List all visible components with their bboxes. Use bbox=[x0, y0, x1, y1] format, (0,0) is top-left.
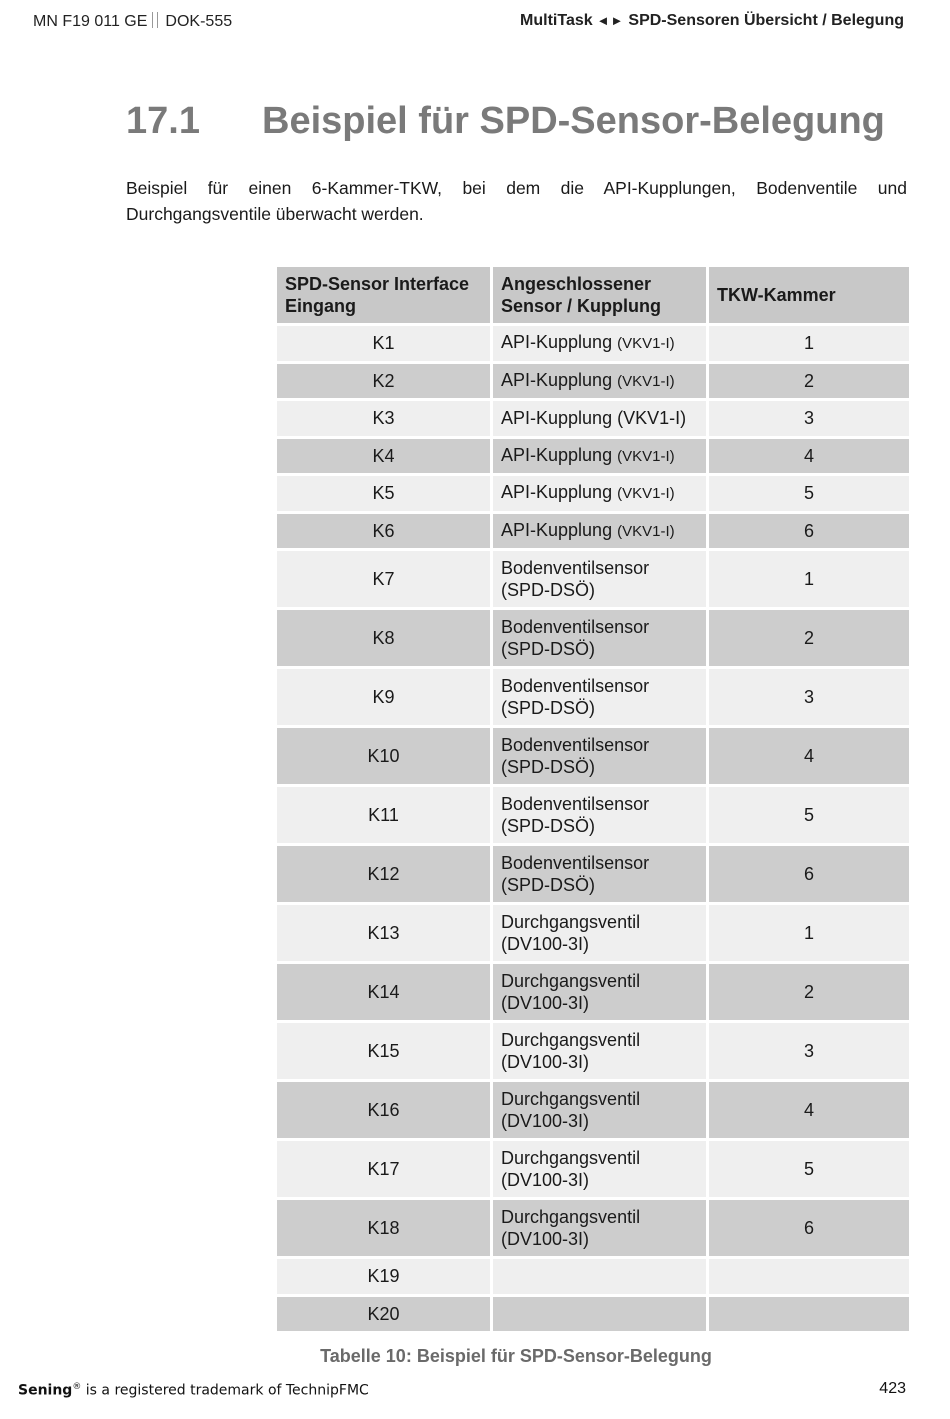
cell-input: K14 bbox=[277, 964, 490, 1020]
header-doc-code: MN F19 011 GE bbox=[33, 13, 148, 30]
table-row bbox=[277, 846, 909, 902]
sensor-detail: (VKV1-I) bbox=[617, 485, 675, 503]
cell-chamber: 4 bbox=[709, 1082, 909, 1138]
column-header-input-line2: Eingang bbox=[285, 296, 356, 316]
header-doc-id bbox=[33, 12, 232, 31]
table-row bbox=[277, 1200, 909, 1256]
cell-chamber: 6 bbox=[709, 1200, 909, 1256]
section-title: Beispiel für SPD-Sensor-Belegung bbox=[262, 100, 885, 142]
sensor-name: Durchgangsventil bbox=[501, 1207, 641, 1227]
cell-sensor bbox=[493, 669, 706, 725]
cell-sensor bbox=[493, 964, 706, 1020]
sensor-name: Durchgangsventil bbox=[501, 912, 641, 932]
cell-sensor bbox=[493, 1023, 706, 1079]
table-row bbox=[277, 514, 909, 549]
cell-sensor bbox=[493, 846, 706, 902]
column-header-chamber: TKW-Kammer bbox=[709, 267, 909, 323]
footer-brand: Sening bbox=[18, 1382, 73, 1399]
cell-sensor bbox=[493, 1297, 706, 1332]
table-header-row bbox=[277, 267, 909, 323]
column-header-sensor bbox=[493, 267, 706, 323]
sensor-detail: (SPD-DSÖ) bbox=[501, 639, 595, 659]
sensor-detail: (VKV1-I) bbox=[617, 447, 675, 465]
section-number: 17.1 bbox=[126, 100, 200, 142]
cell-input: K8 bbox=[277, 610, 490, 666]
cell-sensor bbox=[493, 514, 706, 549]
sensor-name: Durchgangsventil bbox=[501, 1030, 641, 1050]
cell-sensor bbox=[493, 326, 706, 361]
sensor-detail: (VKV1-I) bbox=[617, 372, 675, 390]
cell-input: K12 bbox=[277, 846, 490, 902]
table-row bbox=[277, 610, 909, 666]
cell-input: K6 bbox=[277, 514, 490, 549]
cell-chamber: 3 bbox=[709, 669, 909, 725]
cell-sensor bbox=[493, 551, 706, 607]
sensor-detail: (VKV1-I) bbox=[617, 408, 687, 429]
column-header-input-line1: SPD-Sensor Interface bbox=[285, 274, 470, 294]
column-header-input bbox=[277, 267, 490, 323]
table-row bbox=[277, 439, 909, 474]
table-row bbox=[277, 1297, 909, 1332]
sensor-detail: (VKV1-I) bbox=[617, 335, 675, 353]
table-row bbox=[277, 364, 909, 399]
footer-trademark-text: is a registered trademark of TechnipFMC bbox=[81, 1382, 369, 1399]
table-row bbox=[277, 1023, 909, 1079]
sensor-detail: (SPD-DSÖ) bbox=[501, 816, 595, 836]
sensor-name: API-Kupplung bbox=[501, 408, 613, 429]
page-number: 423 bbox=[879, 1380, 906, 1397]
cell-chamber: 2 bbox=[709, 964, 909, 1020]
section-heading bbox=[126, 100, 885, 143]
table-row bbox=[277, 1259, 909, 1294]
cell-input: K20 bbox=[277, 1297, 490, 1332]
cell-input: K17 bbox=[277, 1141, 490, 1197]
cell-input: K16 bbox=[277, 1082, 490, 1138]
cell-chamber: 6 bbox=[709, 514, 909, 549]
sensor-detail: (SPD-DSÖ) bbox=[501, 698, 595, 718]
table-body bbox=[277, 326, 909, 1331]
cell-chamber: 1 bbox=[709, 551, 909, 607]
cell-chamber bbox=[709, 1297, 909, 1332]
sensor-detail: (SPD-DSÖ) bbox=[501, 875, 595, 895]
cell-sensor bbox=[493, 787, 706, 843]
cell-sensor bbox=[493, 728, 706, 784]
cell-chamber: 5 bbox=[709, 476, 909, 511]
header-product: MultiTask bbox=[520, 12, 593, 29]
table-caption: Tabelle 10: Beispiel für SPD-Sensor-Belegung bbox=[320, 1346, 712, 1366]
cell-sensor bbox=[493, 401, 706, 436]
cell-input: K9 bbox=[277, 669, 490, 725]
sensor-name: Bodenventilsensor bbox=[501, 558, 650, 578]
sensor-name: API-Kupplung bbox=[501, 519, 613, 540]
cell-chamber: 6 bbox=[709, 846, 909, 902]
cell-sensor bbox=[493, 364, 706, 399]
sensor-detail: (DV100-3I) bbox=[501, 934, 590, 954]
registered-mark: ® bbox=[72, 1382, 82, 1392]
sensor-name: Bodenventilsensor bbox=[501, 735, 650, 755]
sensor-name: Bodenventilsensor bbox=[501, 617, 650, 637]
sensor-name: Bodenventilsensor bbox=[501, 853, 650, 873]
sensor-detail: (SPD-DSÖ) bbox=[501, 580, 595, 600]
sensor-detail: (SPD-DSÖ) bbox=[501, 757, 595, 777]
cell-sensor bbox=[493, 1259, 706, 1294]
cell-input: K13 bbox=[277, 905, 490, 961]
cell-input: K5 bbox=[277, 476, 490, 511]
cell-input: K4 bbox=[277, 439, 490, 474]
cell-chamber: 2 bbox=[709, 364, 909, 399]
nav-arrows-icon: ◄► bbox=[596, 13, 625, 28]
cell-sensor bbox=[493, 1141, 706, 1197]
table-row bbox=[277, 728, 909, 784]
column-header-sensor-line1: Angeschlossener bbox=[501, 274, 652, 294]
sensor-name: API-Kupplung bbox=[501, 369, 613, 390]
sensor-detail: (VKV1-I) bbox=[617, 522, 675, 540]
cell-chamber: 1 bbox=[709, 905, 909, 961]
cell-input: K19 bbox=[277, 1259, 490, 1294]
header-doc-ref: DOK-555 bbox=[165, 13, 233, 30]
cell-chamber: 4 bbox=[709, 439, 909, 474]
sensor-name: Bodenventilsensor bbox=[501, 794, 650, 814]
table-row bbox=[277, 326, 909, 361]
cell-chamber: 5 bbox=[709, 787, 909, 843]
cell-chamber: 1 bbox=[709, 326, 909, 361]
sensor-detail: (DV100-3I) bbox=[501, 993, 590, 1013]
sensor-name: Bodenventilsensor bbox=[501, 676, 650, 696]
table-row bbox=[277, 787, 909, 843]
cell-input: K1 bbox=[277, 326, 490, 361]
cell-chamber: 5 bbox=[709, 1141, 909, 1197]
sensor-name: API-Kupplung bbox=[501, 444, 613, 465]
cell-input: K2 bbox=[277, 364, 490, 399]
sensor-detail: (DV100-3I) bbox=[501, 1170, 590, 1190]
table-row bbox=[277, 669, 909, 725]
table-row bbox=[277, 551, 909, 607]
sensor-name: API-Kupplung bbox=[501, 332, 613, 353]
sensor-assignment-table bbox=[274, 264, 912, 1334]
sensor-name: Durchgangsventil bbox=[501, 971, 641, 991]
sensor-detail: (DV100-3I) bbox=[501, 1229, 590, 1249]
cell-chamber bbox=[709, 1259, 909, 1294]
cell-sensor bbox=[493, 1200, 706, 1256]
cell-sensor bbox=[493, 439, 706, 474]
header-breadcrumb bbox=[520, 12, 904, 30]
cell-input: K15 bbox=[277, 1023, 490, 1079]
table-row bbox=[277, 1141, 909, 1197]
cell-chamber: 4 bbox=[709, 728, 909, 784]
footer-trademark bbox=[18, 1382, 369, 1399]
column-header-sensor-line2: Sensor / Kupplung bbox=[501, 296, 661, 316]
cell-sensor bbox=[493, 905, 706, 961]
table-row bbox=[277, 401, 909, 436]
header-section: SPD-Sensoren Übersicht / Belegung bbox=[628, 12, 904, 29]
cell-sensor bbox=[493, 476, 706, 511]
cell-chamber: 2 bbox=[709, 610, 909, 666]
table-row bbox=[277, 476, 909, 511]
table-row bbox=[277, 964, 909, 1020]
header-divider bbox=[152, 12, 158, 28]
cell-chamber: 3 bbox=[709, 401, 909, 436]
cell-input: K18 bbox=[277, 1200, 490, 1256]
cell-input: K10 bbox=[277, 728, 490, 784]
cell-sensor bbox=[493, 610, 706, 666]
intro-paragraph: Beispiel für einen 6-Kammer-TKW, bei dem die API-Kupplungen, Bodenventile und Durchgangsventile überwacht werden. bbox=[126, 178, 907, 224]
sensor-detail: (DV100-3I) bbox=[501, 1052, 590, 1072]
cell-input: K3 bbox=[277, 401, 490, 436]
cell-input: K11 bbox=[277, 787, 490, 843]
table-row bbox=[277, 905, 909, 961]
sensor-name: Durchgangsventil bbox=[501, 1148, 641, 1168]
sensor-name: Durchgangsventil bbox=[501, 1089, 641, 1109]
sensor-name: API-Kupplung bbox=[501, 482, 613, 503]
sensor-detail: (DV100-3I) bbox=[501, 1111, 590, 1131]
cell-chamber: 3 bbox=[709, 1023, 909, 1079]
cell-sensor bbox=[493, 1082, 706, 1138]
table-row bbox=[277, 1082, 909, 1138]
cell-input: K7 bbox=[277, 551, 490, 607]
